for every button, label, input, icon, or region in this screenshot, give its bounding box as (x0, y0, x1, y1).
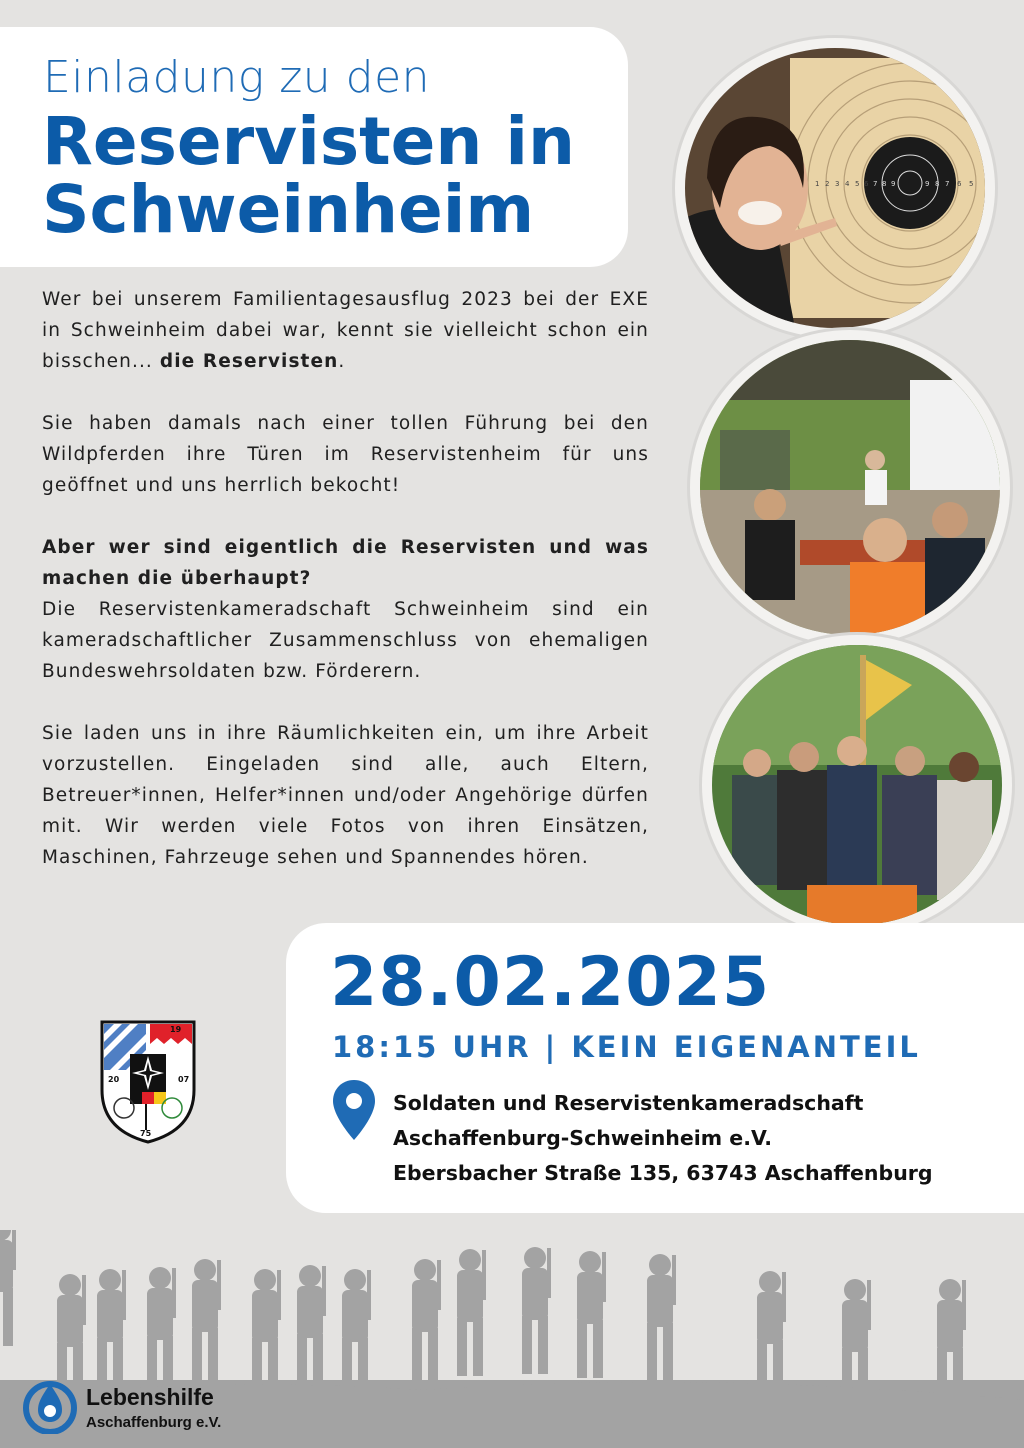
reservist-crest (100, 1020, 196, 1144)
intro-paragraph: Wer bei unserem Familientagesausflug 2023 bei der EXE in Schweinheim dabei war, kennt sie vielleicht schon ein bisschen... die Reservisten. (42, 289, 649, 372)
target-num: 5 (969, 180, 974, 188)
history-paragraph: Sie haben damals nach einer tollen Führung bei den Wildpferden ihre Türen im Reservistenheim für uns geöffnet und uns herrlich bekocht! (42, 413, 649, 496)
target-num: 7 (873, 180, 878, 188)
event-date: 28.02.2025 (330, 943, 771, 1022)
target-num: 2 (825, 180, 830, 188)
target-num: 6 (864, 180, 869, 188)
target-num: 6 (957, 180, 962, 188)
crest-number: 20 (108, 1075, 120, 1084)
body-text (42, 284, 649, 904)
target-num: 9 (891, 180, 896, 188)
title-intro: Einladung zu den (43, 52, 431, 103)
org-subtitle: Aschaffenburg e.V. (86, 1414, 222, 1431)
invitation-paragraph: Sie laden uns in ihre Räumlichkeiten ein, um ihre Arbeit vorzustellen. Eingeladen sind alle, auch Eltern, Betreuer*innen, Helfer*innen und/oder Angehörige dürfen mit. Wir werden viele Fotos von ihren Einsätzen, Maschinen, Fahrzeuge sehen und Spannendes hören. (42, 723, 649, 868)
crest-number: 07 (178, 1075, 190, 1084)
event-address (393, 1086, 933, 1191)
target-num: 3 (835, 180, 840, 188)
address-line: Aschaffenburg-Schweinheim e.V. (393, 1126, 773, 1150)
intro-emphasis: die Reservisten (159, 351, 339, 372)
about-paragraph: Die Reservistenkameradschaft Schweinheim sind ein kameradschaftlicher Zusammenschluss von ehemaligen Bundeswehrsoldaten bzw. Förderern. (42, 599, 649, 682)
photo-gathering (700, 340, 1000, 635)
question-heading: Aber wer sind eigentlich die Reservisten und was machen die überhaupt? (42, 537, 649, 589)
group-illustration (712, 645, 1002, 925)
target-num: 1 (815, 180, 820, 188)
target-num: 7 (945, 180, 950, 188)
target-num: 8 (935, 180, 940, 188)
target-num: 5 (855, 180, 860, 188)
crest-number: 75 (140, 1129, 152, 1138)
address-line: Soldaten und Reservistenkameradschaft (393, 1091, 864, 1115)
gathering-illustration (700, 340, 1000, 635)
event-time-cost: 18:15 UHR | KEIN EIGENANTEIL (332, 1030, 921, 1064)
crest-number: 19 (170, 1025, 182, 1034)
photo-target (685, 48, 985, 328)
lebenshilfe-logo-icon (22, 1378, 78, 1434)
target-num: 8 (882, 180, 887, 188)
target-num: 9 (925, 180, 930, 188)
page-title (42, 103, 575, 248)
address-line: Ebersbacher Straße 135, 63743 Aschaffenburg (393, 1161, 933, 1185)
page-title-line1: Reservisten in (42, 103, 575, 180)
location-pin-icon (333, 1080, 375, 1140)
target-num: 4 (845, 180, 850, 188)
page-title-line2: Schweinheim (42, 171, 535, 248)
photo-group (712, 645, 1002, 925)
org-name: Lebenshilfe (86, 1384, 214, 1410)
target-illustration (685, 48, 985, 328)
